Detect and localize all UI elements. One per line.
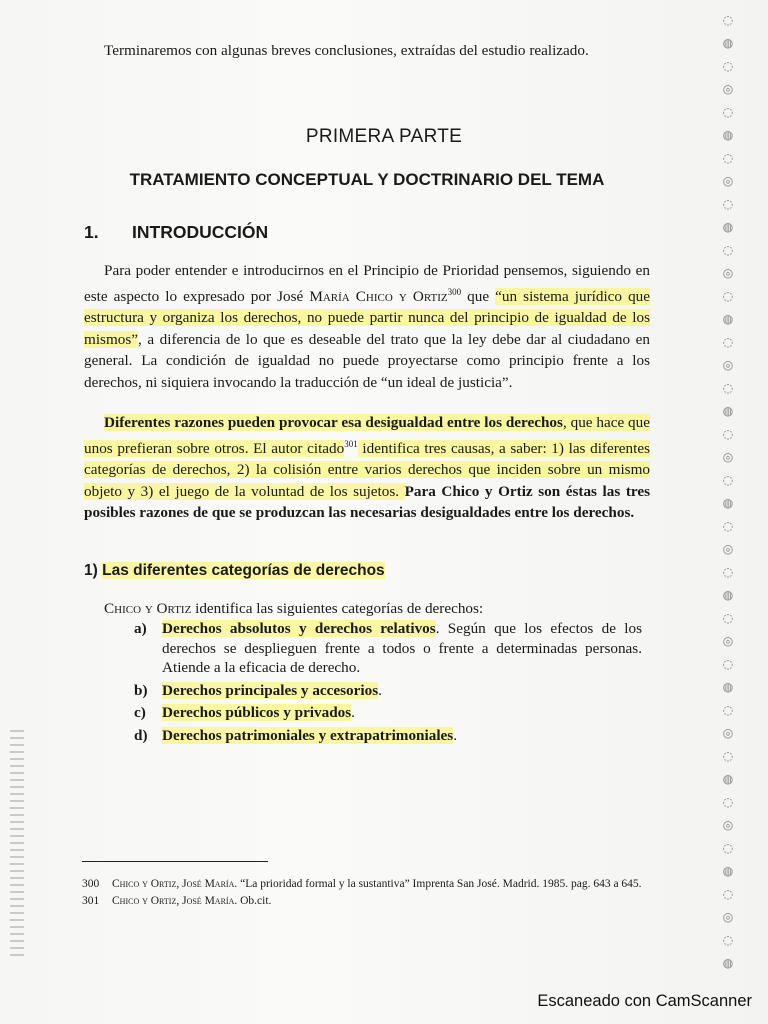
adjacent-page-bleed: ◌ ◍ ◌ ◎ ◌ ◍ ◌ ◎ ◌ ◍ ◌ ◎ ◌ ◍ ◌ ◎ ◌ ◍ ◌ ◎ ◌ ◍ ◌ ◎ ◌ ◍ ◌ ◎ ◌ ◍ ◌ ◎ ◌ ◍ ◌ ◎ ◌ ◍ ◌ ◎ ◌ ◍: [723, 10, 733, 972]
highlighted-quote: “un sistema jurídico que estructura y organiza los derechos, no puede partir nunca del principio de igualdad de los mismos”: [84, 287, 651, 348]
camscanner-watermark: Escaneado con CamScanner: [537, 992, 752, 1010]
list-item: a) Derechos absolutos y derechos relativos. Según que los efectos de los derechos se desplieguen frente a todos o frente a determinadas personas. Atiende a la eficacia de derecho.: [134, 620, 642, 676]
author-name: María Chico y Ortiz: [309, 287, 448, 305]
part-title: PRIMERA PARTE: [305, 126, 463, 147]
subsection-number: 1): [84, 562, 98, 579]
part-subtitle: TRATAMIENTO CONCEPTUAL Y DOCTRINARIO DEL TEMA: [129, 170, 605, 189]
list-item: d) Derechos patrimoniales y extrapatrimoniales.: [134, 726, 457, 744]
footnote-301: 301 Chico y Ortiz, José María. Ob.cit.: [82, 895, 272, 907]
list-intro-author: Chico y Ortiz: [104, 600, 192, 617]
footnote-ref-301: 301: [344, 438, 358, 449]
footnote-300: 300 Chico y Ortiz, José María. “La prioridad formal y la sustantiva” Imprenta San José. Madrid. 1985. pag. 643 a 645.: [82, 878, 642, 890]
bold-conclusion: Para Chico y Ortiz son éstas las tres posibles razones de que se produzcan las necesarias desigualdades entre los derechos.: [84, 482, 650, 522]
section-number: 1.: [84, 222, 99, 242]
list-item: c) Derechos públicos y privados.: [134, 704, 355, 721]
subsection-title: Las diferentes categorías de derechos: [102, 562, 385, 579]
highlighted-bold-phrase: Diferentes razones pueden provocar esa desigualdad entre los derechos: [104, 414, 563, 431]
section-heading: [84, 222, 268, 243]
footnotes: [82, 876, 642, 910]
paragraph-1: Para poder entender e introducirnos en el Principio de Prioridad pensemos, siguiendo en este aspecto lo expresado por José María Chico y Ortiz$^{300}$ que “un sistema jurídico que estructura y organiza los derechos, no puede partir nunca del principio de igualdad de los mismos”, a diferencia de lo que es deseable del trato que la ley debe dar al ciudadano en general. La condición de igualdad no puede proyectarse como principio frente a los derechos, ni siquiera invocando la traducción de “un ideal de justicia”.: [84, 262, 651, 391]
subsection-heading: [84, 562, 385, 580]
footnote-ref-300: 300: [447, 286, 462, 297]
footnote-divider: [82, 861, 268, 862]
intro-paragraph: Terminaremos con algunas breves conclusiones, extraídas del estudio realizado.: [104, 42, 589, 59]
categories-list: [134, 619, 642, 748]
scan-edge-noise: [10, 730, 24, 960]
paragraph-2: Diferentes razones pueden provocar esa desigualdad entre los derechos, que hace que unos prefieran sobre otros. El autor citado$^{301}$ identifica tres causas, a saber: 1) las diferentes categorías de derechos, 2) la colisión entre varios derechos que inciden sobre un mismo objeto y 3) el juego de la voluntad de los sujetos. Para Chico y Ortiz son éstas las tres posibles razones de que se produzcan las necesarias desigualdades entre los derechos.: [84, 414, 650, 522]
section-title: INTRODUCCIÓN: [132, 222, 269, 242]
list-intro: Chico y Ortiz identifica las siguientes categorías de derechos:: [104, 600, 484, 617]
list-item: b) Derechos principales y accesorios.: [134, 681, 382, 699]
